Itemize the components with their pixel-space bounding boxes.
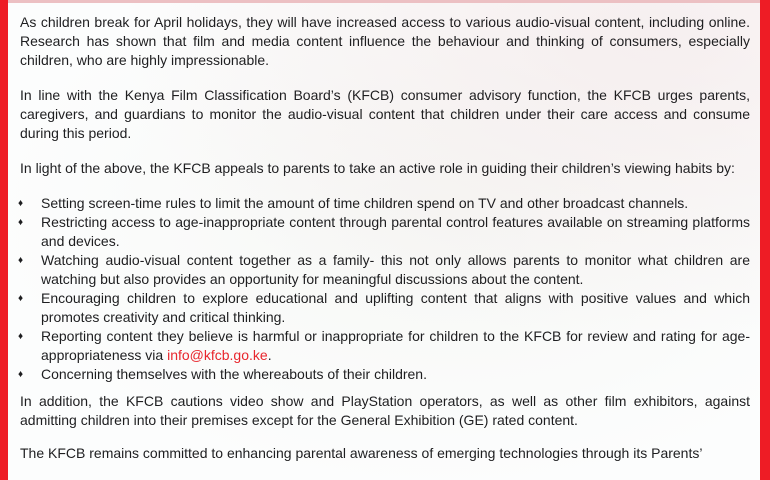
paragraph-appeal: In light of the above, the KFCB appeals to parents to take an active role in guiding their children’s viewing habits by: <box>20 160 735 176</box>
list-item <box>20 289 750 327</box>
bullet-text-whereabouts: Concerning themselves with the whereabouts of their children. <box>41 366 427 382</box>
left-red-border <box>0 0 8 480</box>
bullet-list <box>20 194 750 384</box>
bullet-text-encouraging: Encouraging children to explore educational and uplifting content that aligns with positive values and which promotes creativity and critical thinking. <box>41 290 750 325</box>
list-item <box>20 365 750 384</box>
list-item <box>20 327 750 365</box>
diamond-bullet-icon: ♦ <box>18 198 24 209</box>
bullet-text-before-email: Reporting content they believe is harmful or inappropriate for children to the KFCB for review and rating for age-appropriateness via <box>41 328 750 363</box>
paragraph-commitment: The KFCB remains committed to enhancing parental awareness of emerging technologies through its Parents’ <box>20 445 703 461</box>
diamond-bullet-icon: ♦ <box>18 331 24 342</box>
bullet-text-restricting-access: Restricting access to age-inappropriate content through parental control features available on streaming platforms and devices. <box>41 214 750 249</box>
diamond-bullet-icon: ♦ <box>18 369 24 380</box>
diamond-bullet-icon: ♦ <box>18 217 24 228</box>
list-item <box>20 194 750 213</box>
top-pink-line <box>8 0 760 3</box>
diamond-bullet-icon: ♦ <box>18 293 24 304</box>
bullet-text-watching-together: Watching audio-visual content together as a family- this not only allows parents to monitor what children are watching but also provides an opportunity for meaningful discussions about the content. <box>41 252 750 287</box>
bullet-text-reporting <box>41 327 750 365</box>
document-content <box>20 13 750 463</box>
bullet-text-after-email: . <box>267 347 272 363</box>
right-red-border <box>760 0 770 480</box>
bullet-text-screen-time: Setting screen-time rules to limit the amount of time children spend on TV and other broadcast channels. <box>41 195 689 211</box>
paragraph-advisory: In line with the Kenya Film Classification Board’s (KFCB) consumer advisory function, the KFCB urges parents, caregivers, and guardians to monitor the audio-visual content that children under their care access and consume during this period. <box>20 87 750 141</box>
paragraph-caution: In addition, the KFCB cautions video show and PlayStation operators, as well as other film exhibitors, against admitting children into their premises except for the General Exhibition (GE) rated content. <box>20 393 750 428</box>
list-item <box>20 251 750 289</box>
list-item <box>20 213 750 251</box>
kfcb-email-link[interactable]: info@kfcb.go.ke <box>167 347 268 363</box>
paragraph-intro: As children break for April holidays, they will have increased access to various audio-visual content, including online. Research has shown that film and media content influence the behaviour and thinking of consumers, especially children, who are highly impressionable. <box>20 14 750 68</box>
diamond-bullet-icon: ♦ <box>18 255 24 266</box>
